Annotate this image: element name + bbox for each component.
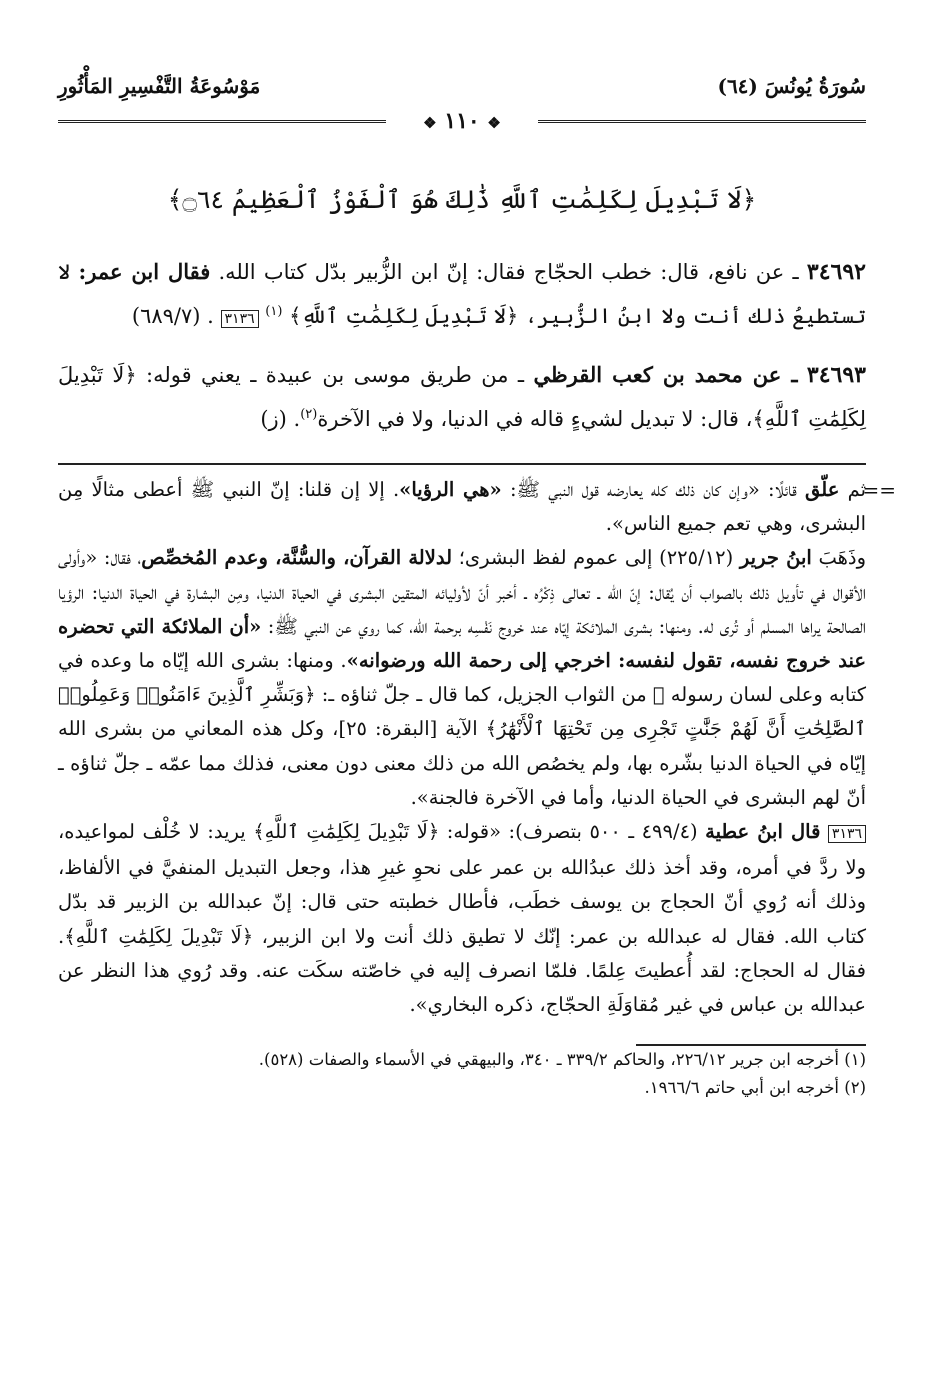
footnote: (٢) أخرجه ابن أبي حاتم ١٩٦٦/٦. xyxy=(644,1078,866,1098)
entry-tail: . (ز) xyxy=(260,407,301,431)
commentary-separator xyxy=(58,463,866,465)
text-run: (٤٩٩/٤ ـ ٥٠٠ بتصرف): «قوله: ﴿لَا تَبْدِيلَ لِكَلِمَٰتِ ٱللَّهِ﴾ يريد: لا خُلْف لمواعيده، ولا ردَّ في أمره، وقد أخذ ذلك عبدُالله بن عمر على نحوِ غيرِ هذا، وجعل التبديل المنفيَّ في الألفاظ، وذلك أنه رُوي أنّ الحجاج بن يوسف خطَب، فأطال خطبته حتى قال: إنّ عبدالله بن الزبير قد بدّل كتاب الله. فقال له عبدالله بن عمر: إنّك لا تطيق ذلك أنت ولا ابن الزبير، ﴿لَا تَبْدِيلَ لِكَلِمَٰتِ ٱللَّهِ﴾. فقال له الحجاج: لقد أُعطيتَ عِلمًا. فلمّا انصرف إليه في خاصّته سكَت عنه. وقد رُوي هذا النظر عن عبدالله بن عباس في غير مُقاوَلَةِ الحجّاج، ذكره البخاري». xyxy=(58,820,866,1017)
book-page xyxy=(58,70,896,1102)
text-run-bold: ابنُ جرير xyxy=(739,546,812,570)
footnote: (١) أخرجه ابن جرير ٢٢٦/١٢، والحاكم ٣٣٩/٢ ـ ٣٤٠، والبيهقي في الأسماء والصفات (٥٢٨). xyxy=(258,1050,866,1070)
text-run-bold: «هي الرؤيا» xyxy=(399,478,502,501)
entry-text-continued: لا تستطيعُ ذلك أنت ولا ابنُ الزُّبير، ﴿لَا تَبْدِيلَ لِكَلِمَٰتِ ٱللَّهِ﴾ xyxy=(58,260,866,328)
cross-ref-box: ٣١٣٦ xyxy=(221,310,259,328)
text-run: وذَهَبَ xyxy=(818,546,866,570)
ornament-icon: ❖ xyxy=(423,114,437,132)
quran-verse: ﴿لَا تَبْدِيلَ لِكَلِمَٰتِ ٱللَّهِ ذَٰلِكَ هُوَ ٱلْفَوْزُ ٱلْعَظِيمُ ۝٦٤﴾ xyxy=(167,185,757,214)
entry-number: ٣٤٦٩٢ xyxy=(806,259,866,285)
continuation-marker: == xyxy=(862,478,896,502)
narration-entry xyxy=(58,355,866,439)
ornament-icon: ❖ xyxy=(487,114,501,132)
entry-number: ٣٤٦٩٣ xyxy=(806,362,866,388)
text-run-bold: «أن الملائكة التي تحضره عند خروج نفسه، تقول لنفسه: اخرجي إلى رحمة الله ورضوانه» xyxy=(58,614,867,673)
text-run: (٢٢٥/١٢) إلى عموم لفظ البشرى؛ xyxy=(458,546,734,570)
commentary-block xyxy=(58,473,896,1022)
header-rule xyxy=(58,108,866,134)
text-run-bold: قال ابنُ عطية xyxy=(705,820,821,844)
text-run: ثم xyxy=(847,478,867,501)
entry-text: ـ من طريق موسى بن عبيدة ـ يعني قوله: ﴿لَا تَبْدِيلَ لِكَلِمَٰتِ ٱللَّهِ﴾، قال: لا تبديل لشيءٍ قاله في الدنيا، ولا في الآخرة xyxy=(58,363,866,431)
footnote-ref: (١) xyxy=(265,304,283,319)
text-run-bold: لدلالة القرآن، والسُّنَّة، وعدم المُخصِّص xyxy=(141,546,453,570)
commentary-paragraph xyxy=(58,815,866,1022)
text-run: . إلا إن قلنا: إنّ النبي ﷺ أعطى مثالًا مِن البشرى، وهي تعم جميع الناس». xyxy=(58,478,866,536)
entry-narrator: ـ عن محمد بن كعب القرظي xyxy=(533,362,798,387)
entry-speaker: فقال ابن عمر: xyxy=(78,259,211,284)
surah-label: سُورَةُ يُونُسَ (٦٤) xyxy=(717,74,866,98)
text-run: ، فقال: «وأولى الأقوال في تأويل ذلك بالصواب أن يُقال: إنّ الله ـ تعالى ذِكْرُه ـ أخبر أنّ لأوليائه المتقين البشرى في الحياة الدنيا، ومِن البشارة في الحياة الدنيا: الرؤيا الصالحة يراها المسلم أو تُرى له. ومنها: بشرى الملائكة إيّاه عند خروج نَفْسِه برحمة الله، كما روي عن النبي ﷺ: xyxy=(58,546,866,638)
entry-text: ـ عن نافع، قال: خطب الحجّاج فقال: إنّ ابن الزُّبير بدّل كتاب الله. xyxy=(218,260,799,284)
cross-ref-box: ٣١٣٦ xyxy=(828,825,866,843)
text-run: . ومنها: بشرى الله إيّاه ما وعده في كتابه وعلى لسان رسوله ﷺ من الثواب الجزيل، كما قال ـ جلّ ثناؤه ـ: ﴿وَبَشِّرِ ٱلَّذِينَ ءَامَنُوا۟ وَعَمِلُوا۟ ٱلصَّٰلِحَٰتِ أَنَّ لَهُمْ جَنَّٰتٍ تَجْرِى مِن تَحْتِهَا ٱلْأَنْهَٰرُ﴾ الآية [البقرة: ٢٥]، وكل هذه المعاني من بشرى الله إيّاه في الحياة الدنيا بشّره بها، ولم يخصُص الله من ذلك معنى دون معنى، فذلك مما عمّه ـ جلّ ثناؤه ـ أنّ لهم البشرى في الحياة الدنيا، وأما في الآخرة فالجنة». xyxy=(58,649,866,809)
running-header xyxy=(58,70,866,106)
text-run: قائلًا: «وإن كان ذلك كله يعارضه قول النبي ﷺ: xyxy=(509,478,797,501)
book-title: مَوْسُوعَةُ التَّفْسِيرِ المَأْثُورِ xyxy=(58,74,261,98)
commentary-paragraph xyxy=(58,473,866,541)
text-run-bold: علّق xyxy=(805,478,840,501)
volume-ref: . (٦٨٩/٧) xyxy=(131,304,214,328)
header-rule-left xyxy=(58,120,386,123)
footnote-ref: (٢) xyxy=(300,407,318,422)
page-number: ١١٠ xyxy=(444,108,480,134)
narration-entry xyxy=(58,252,866,339)
commentary-paragraph xyxy=(58,541,866,815)
